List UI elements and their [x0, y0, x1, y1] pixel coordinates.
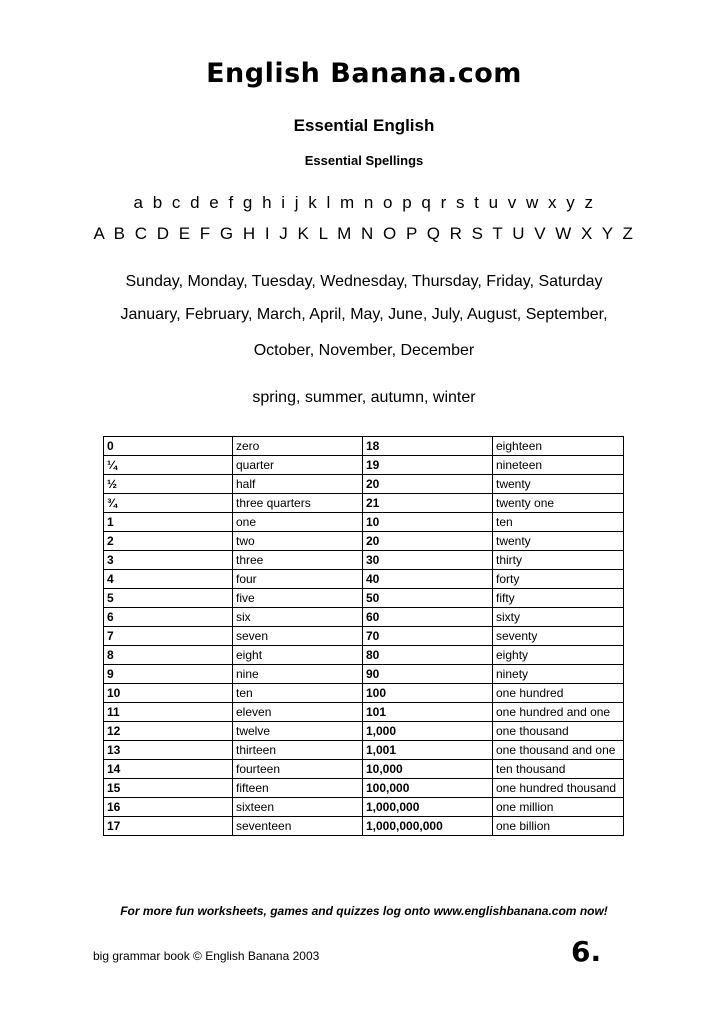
number-cell: 6	[104, 608, 233, 627]
table-row	[104, 494, 624, 513]
copyright-credit: big grammar book © English Banana 2003	[93, 949, 320, 963]
alphabet-lowercase: a b c d e f g h i j k l m n o p q r s t u v w x y z	[133, 193, 595, 212]
number-cell: 101	[363, 703, 493, 722]
number-cell: 9	[104, 665, 233, 684]
table-row	[104, 817, 624, 836]
word-cell: twenty	[493, 475, 624, 494]
word-cell: thirteen	[233, 741, 363, 760]
number-cell: 20	[363, 532, 493, 551]
number-cell: 12	[104, 722, 233, 741]
number-cell: 70	[363, 627, 493, 646]
word-cell: three quarters	[233, 494, 363, 513]
number-cell: 0	[104, 437, 233, 456]
table-row	[104, 684, 624, 703]
table-row	[104, 437, 624, 456]
word-cell: one billion	[493, 817, 624, 836]
word-cell: twelve	[233, 722, 363, 741]
word-cell: one thousand and one	[493, 741, 624, 760]
word-cell: two	[233, 532, 363, 551]
word-cell: nineteen	[493, 456, 624, 475]
word-cell: ten thousand	[493, 760, 624, 779]
number-cell: 8	[104, 646, 233, 665]
word-cell: four	[233, 570, 363, 589]
number-cell: 16	[104, 798, 233, 817]
days-of-week: Sunday, Monday, Tuesday, Wednesday, Thursday, Friday, Saturday	[125, 273, 603, 290]
word-cell: seven	[233, 627, 363, 646]
number-cell: 4	[104, 570, 233, 589]
table-row	[104, 627, 624, 646]
months-line-1: January, February, March, April, May, June, July, August, September,	[120, 306, 608, 323]
site-logo: English Banana.com	[206, 58, 522, 89]
number-cell: 1	[104, 513, 233, 532]
number-cell: 11	[104, 703, 233, 722]
word-cell: fourteen	[233, 760, 363, 779]
word-cell: ten	[233, 684, 363, 703]
seasons: spring, summer, autumn, winter	[252, 389, 476, 406]
number-cell: 1,000	[363, 722, 493, 741]
word-cell: half	[233, 475, 363, 494]
number-cell: 21	[363, 494, 493, 513]
table-row	[104, 589, 624, 608]
word-cell: sixteen	[233, 798, 363, 817]
word-cell: sixty	[493, 608, 624, 627]
word-cell: twenty one	[493, 494, 624, 513]
number-cell: 90	[363, 665, 493, 684]
number-cell: ¼	[104, 456, 233, 475]
table-row	[104, 703, 624, 722]
word-cell: three	[233, 551, 363, 570]
number-cell: 2	[104, 532, 233, 551]
number-cell: 1,001	[363, 741, 493, 760]
number-cell: 1,000,000,000	[363, 817, 493, 836]
number-cell: 40	[363, 570, 493, 589]
page-title: Essential English	[293, 116, 435, 135]
number-cell: 14	[104, 760, 233, 779]
word-cell: nine	[233, 665, 363, 684]
table-row	[104, 475, 624, 494]
word-cell: eighty	[493, 646, 624, 665]
table-row	[104, 456, 624, 475]
number-cell: 13	[104, 741, 233, 760]
word-cell: five	[233, 589, 363, 608]
number-cell: 19	[363, 456, 493, 475]
number-cell: 30	[363, 551, 493, 570]
word-cell: one thousand	[493, 722, 624, 741]
table-row	[104, 551, 624, 570]
word-cell: one hundred thousand	[493, 779, 624, 798]
promo-text: For more fun worksheets, games and quizzes log onto www.englishbanana.com now!	[120, 904, 608, 918]
word-cell: fifteen	[233, 779, 363, 798]
number-cell: 1,000,000	[363, 798, 493, 817]
number-cell: 3	[104, 551, 233, 570]
number-cell: ¾	[104, 494, 233, 513]
number-cell: 7	[104, 627, 233, 646]
table-row	[104, 722, 624, 741]
months-line-2: October, November, December	[253, 342, 475, 359]
word-cell: eleven	[233, 703, 363, 722]
word-cell: fifty	[493, 589, 624, 608]
table-row	[104, 513, 624, 532]
word-cell: one hundred	[493, 684, 624, 703]
number-cell: 100,000	[363, 779, 493, 798]
table-row	[104, 779, 624, 798]
table-row	[104, 646, 624, 665]
word-cell: six	[233, 608, 363, 627]
number-cell: 20	[363, 475, 493, 494]
number-cell: ½	[104, 475, 233, 494]
number-cell: 18	[363, 437, 493, 456]
number-cell: 10	[363, 513, 493, 532]
table-row	[104, 665, 624, 684]
table-row	[104, 760, 624, 779]
word-cell: ninety	[493, 665, 624, 684]
word-cell: thirty	[493, 551, 624, 570]
alphabet-uppercase: A B C D E F G H I J K L M N O P Q R S T U V W X Y Z	[93, 224, 635, 243]
word-cell: eight	[233, 646, 363, 665]
number-cell: 100	[363, 684, 493, 703]
word-cell: quarter	[233, 456, 363, 475]
word-cell: seventeen	[233, 817, 363, 836]
table-row	[104, 570, 624, 589]
numbers-table	[103, 436, 624, 836]
table-row	[104, 798, 624, 817]
table-row	[104, 532, 624, 551]
word-cell: one hundred and one	[493, 703, 624, 722]
number-cell: 80	[363, 646, 493, 665]
word-cell: eighteen	[493, 437, 624, 456]
number-cell: 15	[104, 779, 233, 798]
page-number: 6.	[571, 935, 602, 968]
number-cell: 10,000	[363, 760, 493, 779]
number-cell: 17	[104, 817, 233, 836]
page-subtitle: Essential Spellings	[304, 153, 424, 168]
word-cell: ten	[493, 513, 624, 532]
number-cell: 10	[104, 684, 233, 703]
word-cell: seventy	[493, 627, 624, 646]
number-cell: 5	[104, 589, 233, 608]
word-cell: one	[233, 513, 363, 532]
number-cell: 50	[363, 589, 493, 608]
word-cell: forty	[493, 570, 624, 589]
number-cell: 60	[363, 608, 493, 627]
word-cell: zero	[233, 437, 363, 456]
word-cell: one million	[493, 798, 624, 817]
table-row	[104, 608, 624, 627]
table-row	[104, 741, 624, 760]
word-cell: twenty	[493, 532, 624, 551]
